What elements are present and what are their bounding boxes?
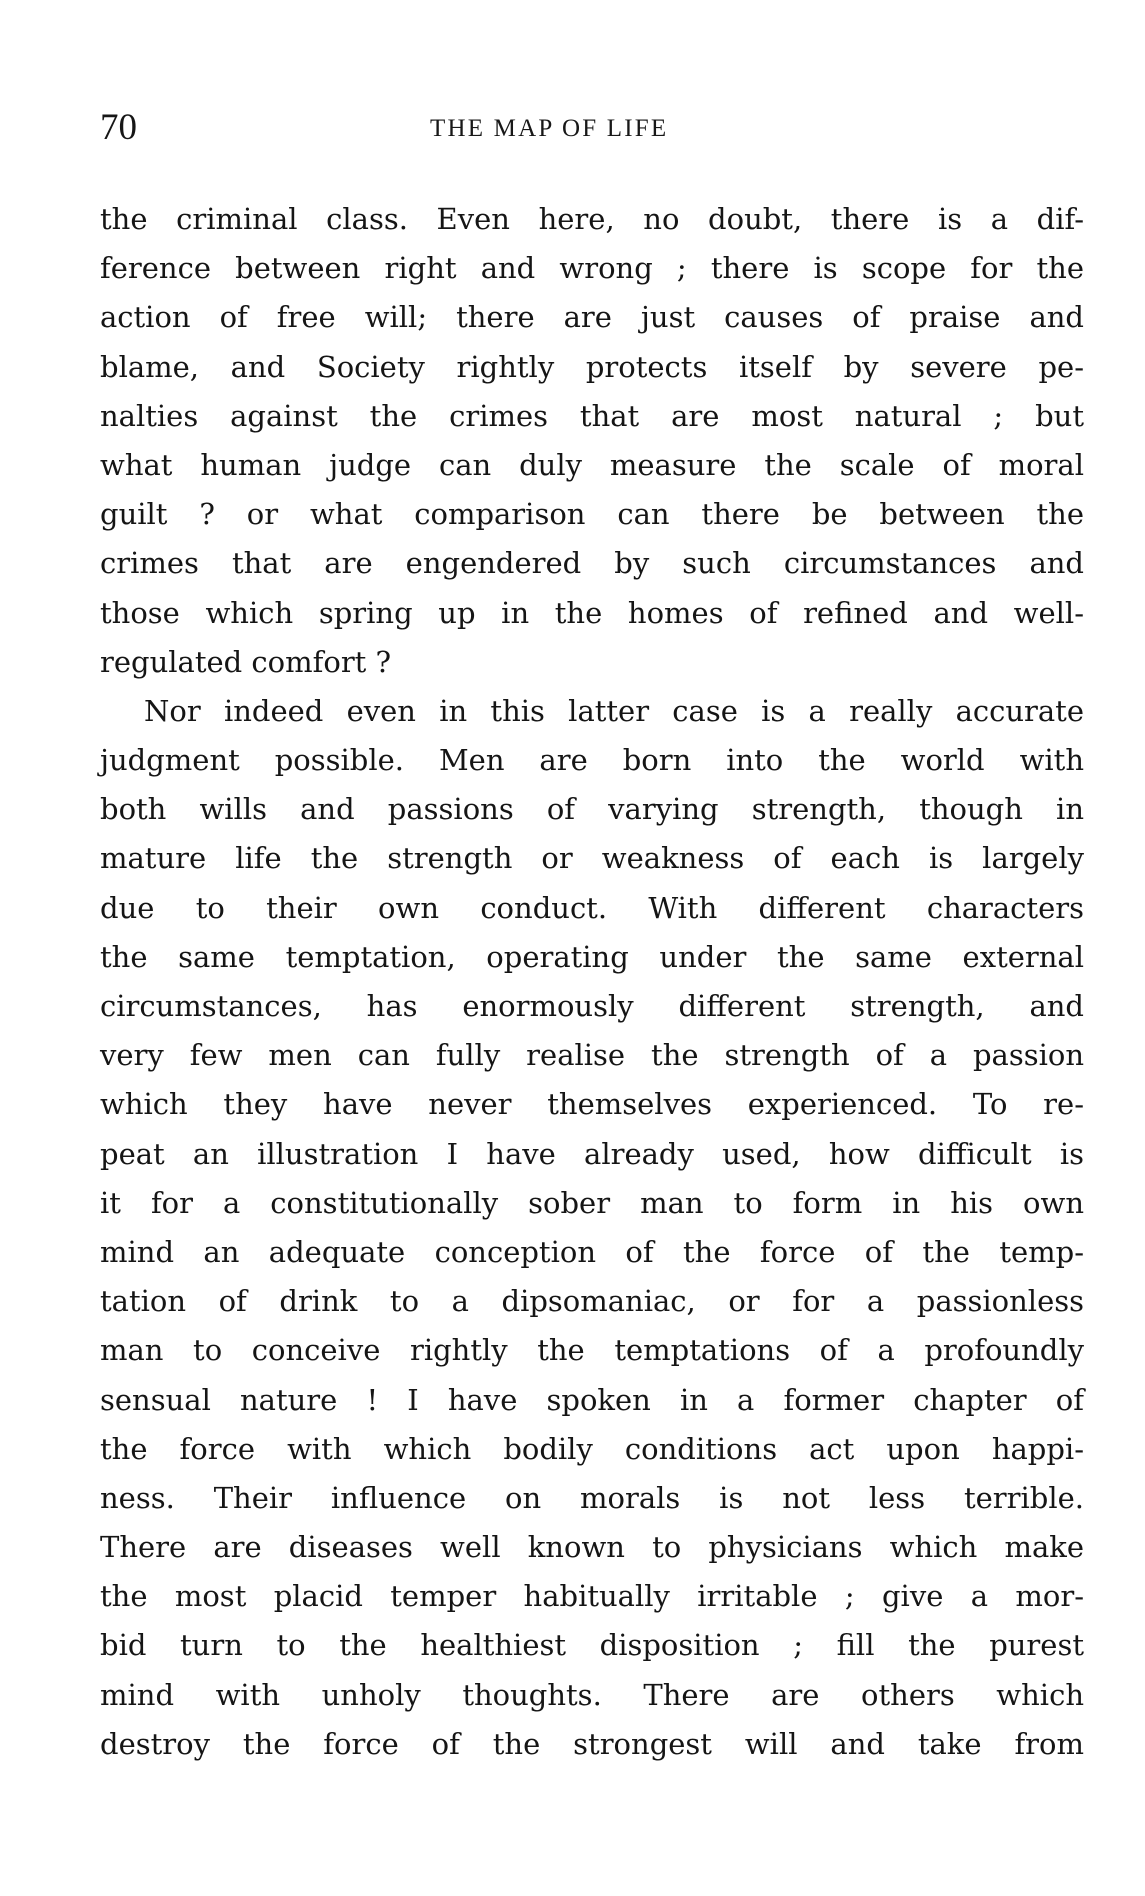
text-line: blame, and Society rightly protects itself by severe pe- bbox=[100, 349, 1084, 384]
text-line: Nor indeed even in this latter case is a really accurate bbox=[144, 693, 1084, 728]
running-title: THE MAP OF LIFE bbox=[430, 115, 669, 142]
text-line: the same temptation, operating under the same external bbox=[100, 939, 1084, 974]
text-line: mind an adequate conception of the force of the temp- bbox=[100, 1234, 1084, 1269]
text-line: very few men can fully realise the strength of a passion bbox=[100, 1038, 1084, 1073]
text-line: circumstances, has enormously different strength, and bbox=[100, 989, 1084, 1023]
text-line: judgment possible. Men are born into the world with bbox=[100, 743, 1084, 778]
paragraph bbox=[100, 687, 1084, 1769]
text-line: the force with which bodily conditions act upon happi- bbox=[100, 1431, 1084, 1466]
text-line: There are diseases well known to physicians which make bbox=[100, 1530, 1084, 1565]
text-line: crimes that are engendered by such circumstances and bbox=[100, 546, 1084, 581]
text-line: peat an illustration I have already used, how difficult is bbox=[100, 1136, 1084, 1171]
page-number: 70 bbox=[100, 107, 137, 148]
body-text bbox=[100, 195, 1084, 1769]
text-line: guilt ? or what comparison can there be between the bbox=[100, 497, 1084, 532]
text-line: it for a constitutionally sober man to form in his own bbox=[100, 1185, 1084, 1220]
text-line: those which spring up in the homes of refined and well- bbox=[100, 595, 1084, 630]
page-header bbox=[100, 108, 1084, 152]
text-line: mature life the strength or weakness of each is largely bbox=[100, 841, 1084, 876]
text-line: which they have never themselves experienced. To re- bbox=[100, 1087, 1084, 1122]
text-line: what human judge can duly measure the scale of moral bbox=[100, 447, 1084, 482]
text-line: bid turn to the healthiest disposition ; fill the purest bbox=[100, 1628, 1084, 1663]
text-line: regulated comfort ? bbox=[100, 644, 392, 679]
text-line: destroy the force of the strongest will and take from bbox=[100, 1726, 1084, 1761]
text-line: man to conceive rightly the temptations of a profoundly bbox=[100, 1333, 1084, 1368]
text-line: nalties against the crimes that are most natural ; but bbox=[100, 398, 1084, 433]
text-line: action of free will; there are just causes of praise and bbox=[100, 300, 1084, 335]
text-line: the most placid temper habitually irritable ; give a mor- bbox=[100, 1579, 1084, 1614]
paragraph bbox=[100, 195, 1084, 687]
text-line: due to their own conduct. With different characters bbox=[100, 890, 1084, 925]
text-line: sensual nature ! I have spoken in a former chapter of bbox=[100, 1382, 1084, 1417]
text-line: both wills and passions of varying strength, though in bbox=[100, 792, 1084, 827]
text-line: mind with unholy thoughts. There are others which bbox=[100, 1677, 1084, 1712]
text-line: tation of drink to a dipsomaniac, or for a passionless bbox=[100, 1284, 1084, 1319]
text-line: the criminal class. Even here, no doubt, there is a dif- bbox=[100, 202, 1084, 236]
text-line: ness. Their influence on morals is not less terrible. bbox=[100, 1480, 1084, 1515]
text-line: ference between right and wrong ; there is scope for the bbox=[100, 251, 1084, 286]
